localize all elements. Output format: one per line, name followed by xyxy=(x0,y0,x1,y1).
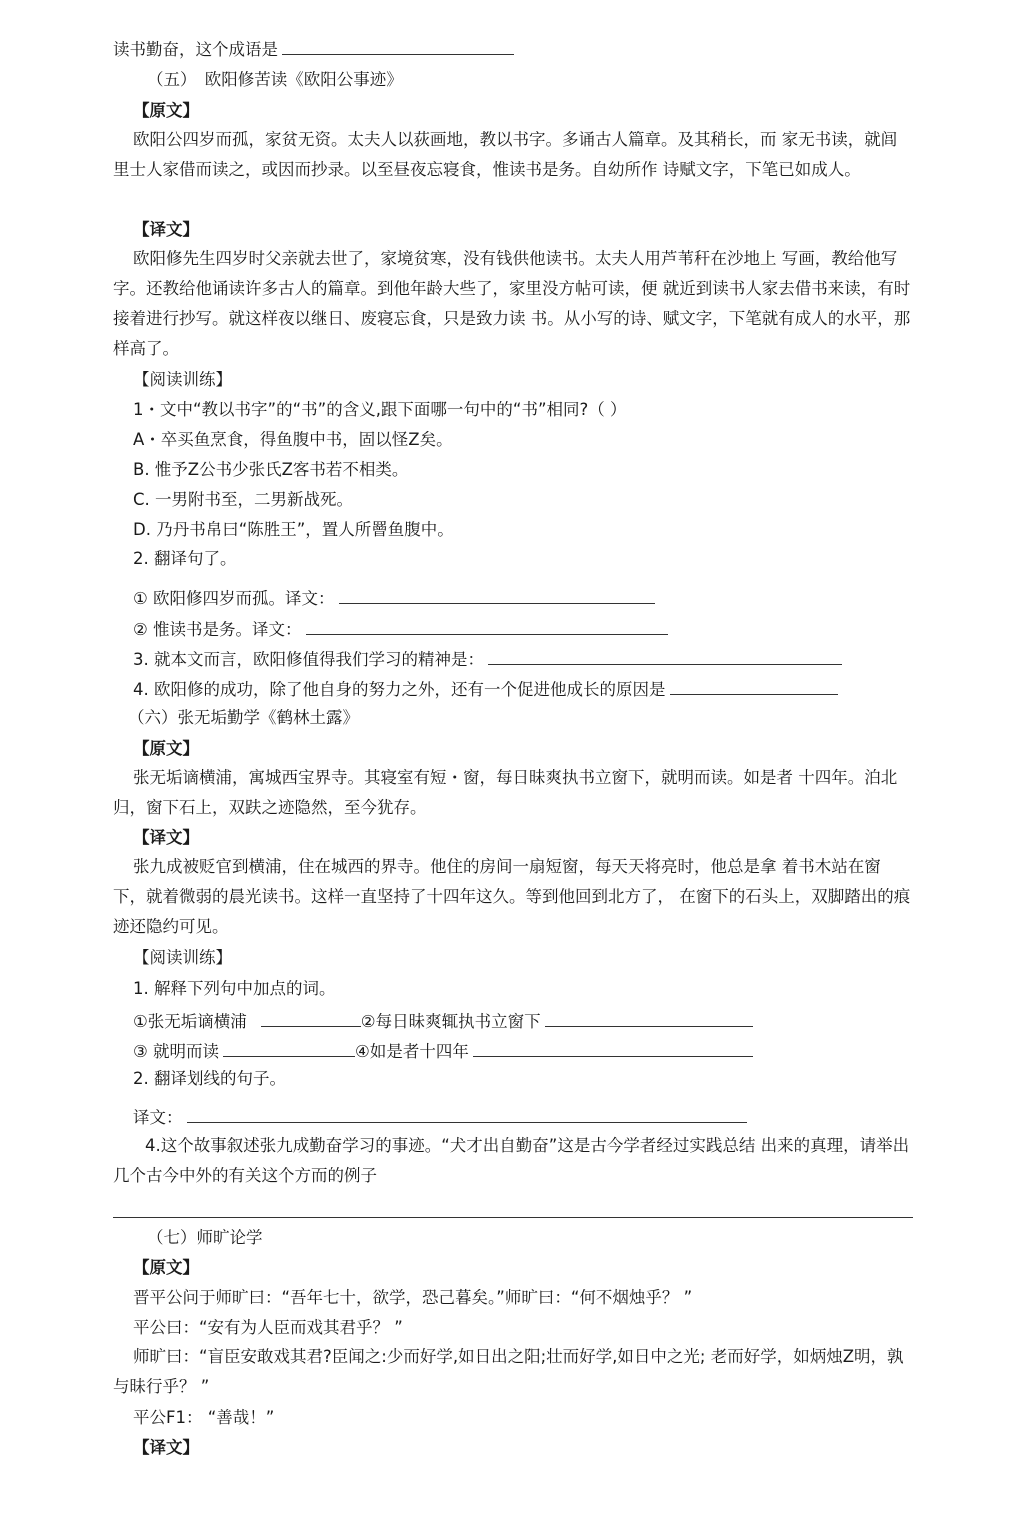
answer-blank[interactable] xyxy=(261,1009,361,1027)
section-7-line-4: 平公F1： “善哉！” xyxy=(133,1408,275,1427)
section-6-question-2: 2. 翻译划线的句子。 xyxy=(133,1069,286,1088)
section-5-option-c: C. 一男附书至，二男新战死。 xyxy=(133,490,354,509)
section-6-translation-text: 张九成被贬官到横浦，住在城西的界寺。他住的房间一扇短窗，每天天将亮时，他总是拿 着书木站在窗下，就着微弱的晨光读书。这样一直坚持了十四年这久。等到他回到北方了， 在窗下的石头上，双脚踏出的痕迹还隐约可见。 xyxy=(113,857,911,936)
section-5-option-b: B. 惟予Z公书少张氏Z客书若不相类。 xyxy=(133,460,409,479)
section-5-question-2: 2. 翻译句了。 xyxy=(133,549,237,568)
section-7-title: （七）师旷论学 xyxy=(147,1228,263,1247)
section-5-original-text: 欧阳公四岁而孤，家贫无资。太夫人以荻画地，教以书字。多诵古人篇章。及其稍长，而 家无书读，就闾里士人家借而读之，或因而抄录。以至昼夜忘寝食，惟读书是务。自幼所作 诗赋文字，下笔已如成人。 xyxy=(113,130,898,179)
question-text: ③ 就明而读 xyxy=(133,1042,220,1061)
section-5-training-label: 【阅读训练】 xyxy=(133,370,232,389)
section-7-line-2: 平公曰：“安有为人臣而戏其君乎？ ” xyxy=(133,1318,403,1337)
answer-blank[interactable] xyxy=(473,1039,753,1057)
answer-blank[interactable] xyxy=(545,1009,753,1027)
section-7-original-label: 【原文】 xyxy=(133,1258,199,1277)
question-text: 4. 欧阳修的成功，除了他自身的努力之外，还有一个促进他成长的原因是 xyxy=(133,680,666,699)
answer-blank[interactable] xyxy=(339,586,655,604)
question-text: ④如是者十四年 xyxy=(355,1042,469,1061)
question-text: ②每日昧爽辄执书立窗下 xyxy=(360,1012,541,1031)
section-5-question-1: 1・文中“教以书字”的“书”的含义,跟下面哪一句中的“书”相同?（ ） xyxy=(133,400,627,419)
section-6-translation-label: 【译文】 xyxy=(133,828,199,847)
idiom-question-text: 读书勤奋，这个成语是 xyxy=(113,40,278,59)
section-5-question-4 xyxy=(133,677,924,701)
section-5-option-d: D. 乃丹书帛曰“陈胜王”，置人所罾鱼腹中。 xyxy=(133,520,454,539)
section-7-translation-label: 【译文】 xyxy=(133,1438,199,1457)
section-5-question-2-2 xyxy=(133,617,924,641)
answer-blank[interactable] xyxy=(488,647,842,665)
section-7-line-3: 师旷曰：“盲臣安敢戏其君?臣闻之:少而好学,如日出之阳;壮而好学,如日中之光; 老而好学，如炳烛Z明，孰与昧行乎？ ” xyxy=(113,1347,904,1396)
section-6-question-1-cd xyxy=(133,1039,924,1063)
section-6-title: （六）张无垢勤学《鹤林土露》 xyxy=(128,708,359,727)
section-6-original-label: 【原文】 xyxy=(133,739,199,758)
section-6-question-1-ab xyxy=(133,1009,924,1033)
question-text: ①张无垢谪横浦 xyxy=(133,1012,247,1031)
section-5-translation-label: 【译文】 xyxy=(133,220,199,239)
section-6-question-1: 1. 解释下列句中加点的词。 xyxy=(133,979,336,998)
section-6-question-4: 4.这个故事叙述张九成勤奋学习的事迹。“犬才出自勤奋”这是古今学者经过实践总结 出来的真理，请举出几个古今中外的有关这个方而的例子 xyxy=(113,1136,910,1185)
question-text: 译文： xyxy=(133,1108,183,1127)
question-text: 3. 就本文而言，欧阳修值得我们学习的精神是： xyxy=(133,650,484,669)
answer-blank[interactable] xyxy=(282,37,514,55)
idiom-question xyxy=(113,37,924,61)
section-5-option-a: A・卒买鱼烹食，得鱼腹中书，固以怪Z矣。 xyxy=(133,430,453,449)
section-7-line-1: 晋平公问于师旷曰：“吾年七十，欲学，恐己暮矣。”师旷曰：“何不烟烛乎？ ” xyxy=(133,1288,693,1307)
answer-blank[interactable] xyxy=(306,617,668,635)
section-6-training-label: 【阅读训练】 xyxy=(133,948,232,967)
section-6-translation-answer xyxy=(133,1105,924,1129)
section-6-original-text: 张无垢谪横浦，寓城西宝界寺。其寝室有短・窗，每日昧爽执书立窗下，就明而读。如是者 十四年。泊北归，窗下石上，双趺之迹隐然，至今犹存。 xyxy=(113,768,898,817)
answer-blank[interactable] xyxy=(187,1105,747,1123)
question-text: ② 惟读书是务。译文： xyxy=(133,620,302,639)
section-5-title: （五） 欧阳修苦读《欧阳公事迹》 xyxy=(147,70,403,89)
answer-line[interactable] xyxy=(113,1217,913,1218)
answer-blank[interactable] xyxy=(223,1039,355,1057)
section-5-translation-text: 欧阳修先生四岁时父亲就去世了，家境贫寒，没有钱供他读书。太夫人用芦苇秆在沙地上 写画，教给他写字。还教给他诵读许多古人的篇章。到他年龄大些了，家里没方帖可读，便 就近到读书人家去借书来读，有时接着进行抄写。就这样夜以继日、废寝忘食，只是致力读 书。从小写的诗、赋文字，下笔就有成人的水平，那样高了。 xyxy=(113,249,911,358)
section-5-question-3 xyxy=(133,647,924,671)
answer-blank[interactable] xyxy=(670,677,838,695)
section-5-question-2-1 xyxy=(133,586,924,610)
question-text: ① 欧阳修四岁而孤。译文： xyxy=(133,589,335,608)
section-5-original-label: 【原文】 xyxy=(133,101,199,120)
